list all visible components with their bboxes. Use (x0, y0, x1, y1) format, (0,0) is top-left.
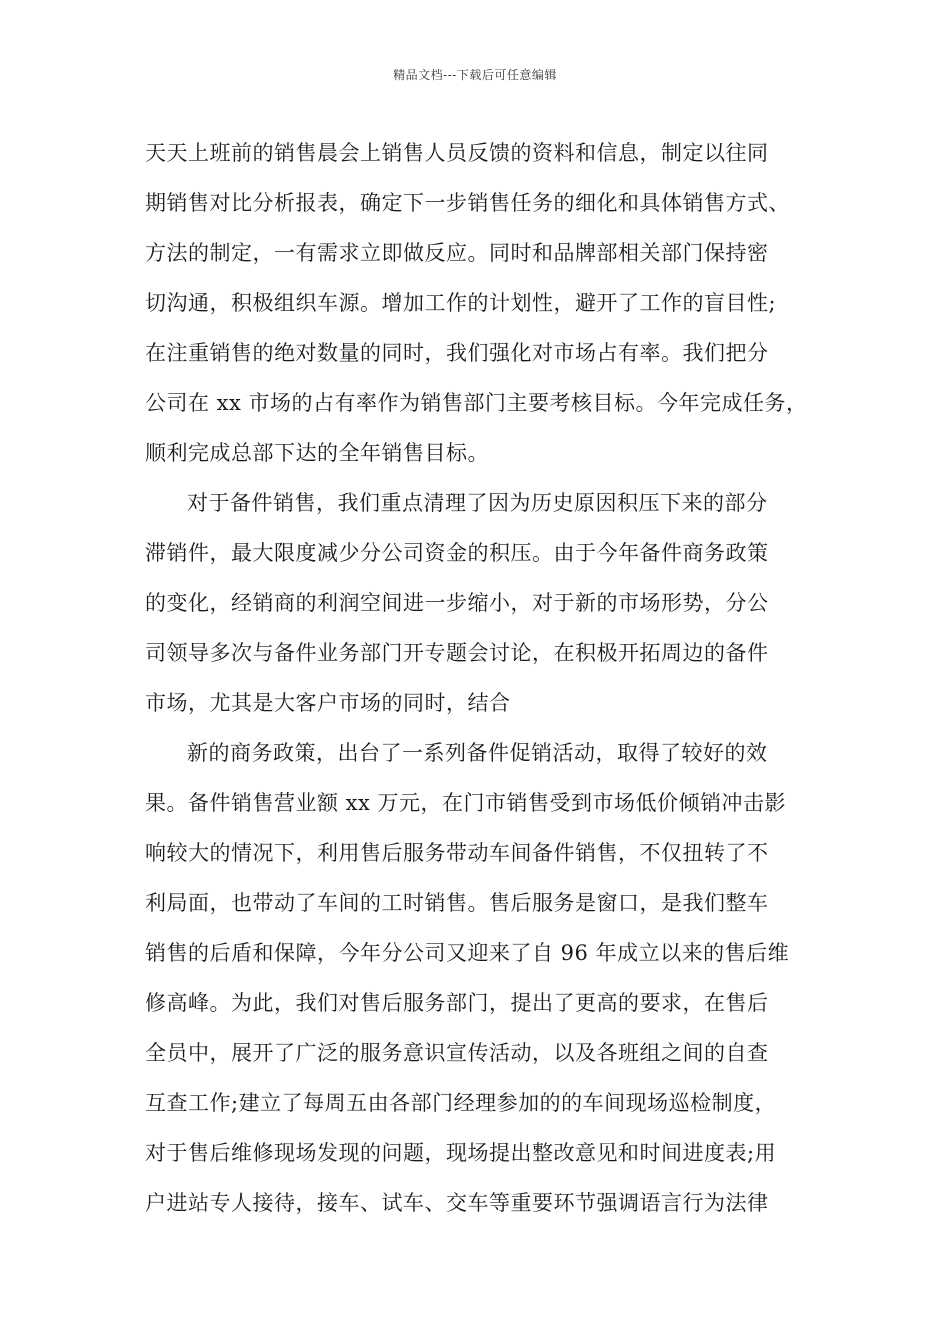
text-line: 天天上班前的销售晨会上销售人员反馈的资料和信息，制定以往同 (145, 141, 769, 165)
paragraph-first-line: 对于备件销售，我们重点清理了因为历史原因积压下来的部分 (187, 491, 768, 515)
text-line: 滞销件，最大限度减少分公司资金的积压。由于今年备件商务政策 (145, 541, 769, 565)
text-line: 司领导多次与备件业务部门开专题会讨论，在积极开拓周边的备件 (145, 641, 769, 665)
text-line: 销售的后盾和保障，今年分公司又迎来了自 96 年成立以来的售后维 (145, 941, 790, 965)
text-line: 切沟通，积极组织车源。增加工作的计划性，避开了工作的盲目性; (145, 291, 777, 315)
text-line: 公司在 xx 市场的占有率作为销售部门主要考核目标。今年完成任务， (145, 391, 808, 415)
text-line: 期销售对比分析报表，确定下一步销售任务的细化和具体销售方式、 (145, 191, 790, 215)
text-line: 在注重销售的绝对数量的同时，我们强化对市场占有率。我们把分 (145, 341, 769, 365)
document-body (145, 128, 810, 1228)
text-line: 利局面，也带动了车间的工时销售。售后服务是窗口，是我们整车 (145, 891, 769, 915)
text-line: 全员中，展开了广泛的服务意识宣传活动，以及各班组之间的自查 (145, 1041, 769, 1065)
text-line: 方法的制定，一有需求立即做反应。同时和品牌部相关部门保持密 (145, 241, 769, 265)
text-line: 响较大的情况下，利用售后服务带动车间备件销售，不仅扭转了不 (145, 841, 769, 865)
text-line: 的变化，经销商的利润空间进一步缩小，对于新的市场形势，分公 (145, 591, 769, 615)
text-line: 市场，尤其是大客户市场的同时，结合 (145, 691, 511, 715)
text-line: 果。备件销售营业额 xx 万元，在门市销售受到市场低价倾销冲击影 (145, 791, 787, 815)
text-line: 对于售后维修现场发现的问题，现场提出整改意见和时间进度表;用 (145, 1141, 777, 1165)
text-line: 顺利完成总部下达的全年销售目标。 (145, 441, 489, 465)
text-line: 修高峰。为此，我们对售后服务部门，提出了更高的要求，在售后 (145, 991, 769, 1015)
paragraph-first-line: 新的商务政策，出台了一系列备件促销活动，取得了较好的效 (187, 741, 768, 765)
page-header: 精品文档---下载后可任意编辑 (393, 68, 557, 82)
text-line: 户进站专人接待，接车、试车、交车等重要环节强调语言行为法律 (145, 1191, 769, 1215)
text-line: 互查工作;建立了每周五由各部门经理参加的的车间现场巡检制度， (145, 1091, 777, 1115)
